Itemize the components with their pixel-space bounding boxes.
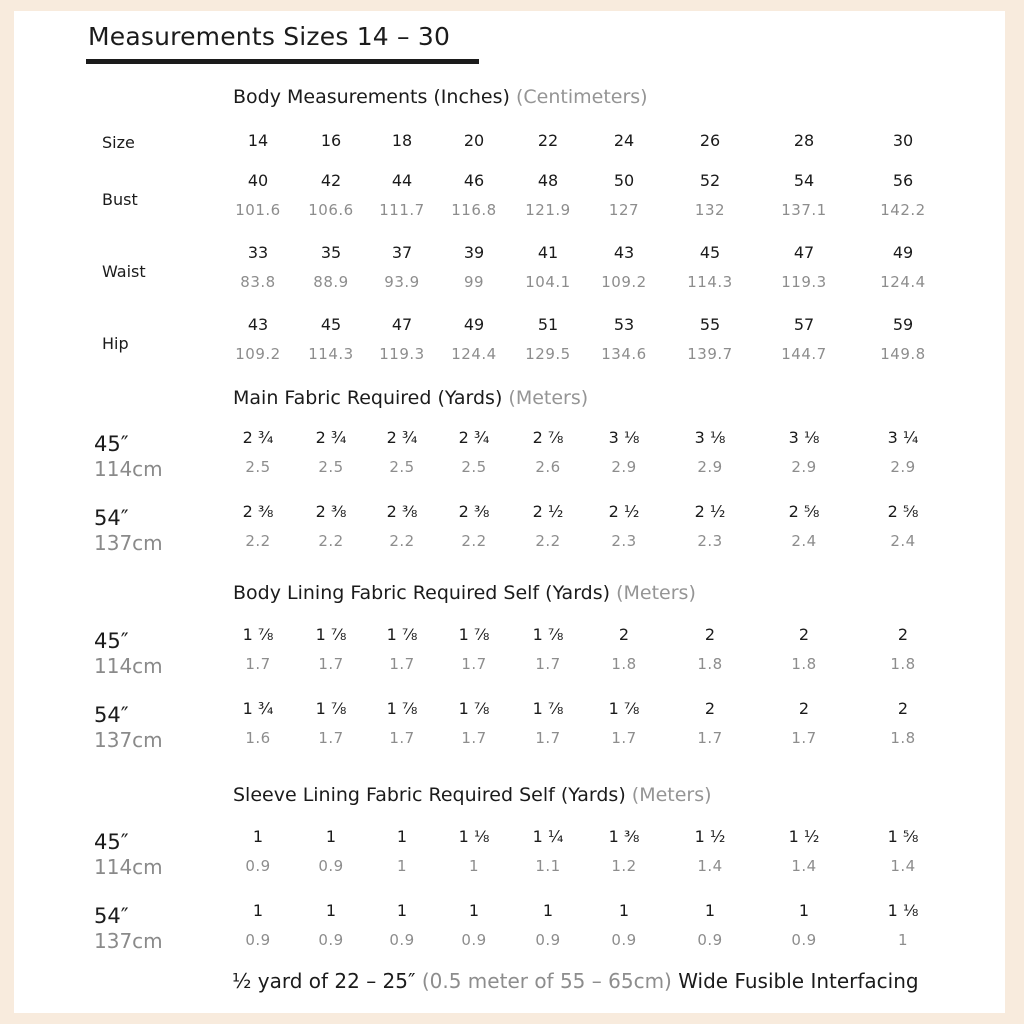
cm-value-cell: 93.9 bbox=[384, 273, 420, 291]
meter-value-cell: 1.7 bbox=[535, 655, 561, 673]
cm-value-cell: 132 bbox=[694, 201, 726, 219]
size-cell: 14 bbox=[247, 131, 269, 150]
yard-value-cell: 1 ⅞ bbox=[315, 699, 347, 718]
cm-value-cell: 121.9 bbox=[525, 201, 571, 219]
cm-value-cell: 104.1 bbox=[525, 273, 571, 291]
yard-value-cell: 2 ⅞ bbox=[532, 428, 564, 447]
cm-value-cell: 109.2 bbox=[235, 345, 281, 363]
inch-value-cell: 49 bbox=[463, 315, 485, 334]
yard-value-cell: 2 ⅜ bbox=[458, 502, 490, 521]
cm-value-cell: 137.1 bbox=[781, 201, 827, 219]
inch-value-cell: 35 bbox=[320, 243, 342, 262]
interfacing-description: Wide Fusible Interfacing bbox=[678, 969, 919, 993]
section-heading-alt: (Meters) bbox=[631, 784, 712, 806]
meter-value-cell: 2.2 bbox=[318, 532, 344, 550]
cm-value-cell: 129.5 bbox=[525, 345, 571, 363]
inch-value-cell: 45 bbox=[320, 315, 342, 334]
section-heading-text: Body Lining Fabric Required Self (Yards) bbox=[233, 582, 611, 604]
yard-value-cell: 2 ⅜ bbox=[315, 502, 347, 521]
waist-label: Waist bbox=[102, 262, 146, 281]
meter-value-cell: 2.4 bbox=[890, 532, 916, 550]
meter-value-cell: 1.7 bbox=[697, 729, 723, 747]
inch-value-cell: 59 bbox=[892, 315, 914, 334]
yard-value-cell: 2 ¾ bbox=[242, 428, 274, 447]
inch-value-cell: 45 bbox=[699, 243, 721, 262]
sleeve-lining-width-54 bbox=[94, 904, 163, 954]
yard-value-cell: 1 bbox=[798, 901, 810, 920]
section-heading-text: Sleeve Lining Fabric Required Self (Yards) bbox=[233, 784, 626, 806]
meter-value-cell: 1.4 bbox=[791, 857, 817, 875]
meter-value-cell: 2.2 bbox=[535, 532, 561, 550]
yard-value-cell: 1 ⅛ bbox=[458, 827, 490, 846]
yard-value-cell: 2 bbox=[897, 625, 909, 644]
yard-value-cell: 2 ⅜ bbox=[386, 502, 418, 521]
inch-value-cell: 55 bbox=[699, 315, 721, 334]
cm-value-cell: 119.3 bbox=[781, 273, 827, 291]
yard-value-cell: 1 bbox=[542, 901, 554, 920]
cm-value-cell: 109.2 bbox=[601, 273, 647, 291]
inch-value-cell: 43 bbox=[247, 315, 269, 334]
section-heading-text: Main Fabric Required (Yards) bbox=[233, 387, 503, 409]
yard-value-cell: 1 ¾ bbox=[242, 699, 274, 718]
meter-value-cell: 1.7 bbox=[389, 655, 415, 673]
bust-label: Bust bbox=[102, 190, 138, 209]
cm-value-cell: 127 bbox=[608, 201, 640, 219]
meter-value-cell: 1.7 bbox=[611, 729, 637, 747]
inch-value-cell: 42 bbox=[320, 171, 342, 190]
yard-value-cell: 2 ½ bbox=[694, 502, 726, 521]
inch-value-cell: 49 bbox=[892, 243, 914, 262]
yard-value-cell: 2 ⅝ bbox=[887, 502, 919, 521]
inch-value-cell: 54 bbox=[793, 171, 815, 190]
meter-value-cell: 1.8 bbox=[611, 655, 637, 673]
width-cm: 114cm bbox=[94, 654, 163, 678]
width-inches: 45″ bbox=[94, 830, 129, 854]
yard-value-cell: 2 bbox=[618, 625, 630, 644]
section-heading-alt: (Meters) bbox=[616, 582, 696, 604]
width-cm: 137cm bbox=[94, 531, 163, 555]
inch-value-cell: 37 bbox=[391, 243, 413, 262]
section-heading-alt: (Centimeters) bbox=[515, 86, 648, 108]
meter-value-cell: 0.9 bbox=[318, 857, 344, 875]
yard-value-cell: 1 bbox=[252, 901, 264, 920]
yard-value-cell: 2 bbox=[704, 625, 716, 644]
meter-value-cell: 1.7 bbox=[461, 655, 487, 673]
size-cell: 22 bbox=[537, 131, 559, 150]
interfacing-metric: (0.5 meter of 55 – 65cm) bbox=[421, 969, 672, 993]
hip-label: Hip bbox=[102, 334, 129, 353]
width-cm: 137cm bbox=[94, 728, 163, 752]
meter-value-cell: 0.9 bbox=[461, 931, 487, 949]
cm-value-cell: 88.9 bbox=[313, 273, 349, 291]
yard-value-cell: 1 ⅞ bbox=[532, 625, 564, 644]
size-cell: 28 bbox=[793, 131, 815, 150]
cm-value-cell: 114.3 bbox=[687, 273, 733, 291]
yard-value-cell: 1 ⅞ bbox=[242, 625, 274, 644]
width-cm: 137cm bbox=[94, 929, 163, 953]
inch-value-cell: 43 bbox=[613, 243, 635, 262]
meter-value-cell: 2.9 bbox=[697, 458, 723, 476]
inch-value-cell: 56 bbox=[892, 171, 914, 190]
cm-value-cell: 144.7 bbox=[781, 345, 827, 363]
meter-value-cell: 2.5 bbox=[245, 458, 271, 476]
main-fabric-width-54 bbox=[94, 506, 163, 556]
yard-value-cell: 2 ½ bbox=[532, 502, 564, 521]
cm-value-cell: 116.8 bbox=[451, 201, 497, 219]
meter-value-cell: 0.9 bbox=[611, 931, 637, 949]
meter-value-cell: 0.9 bbox=[389, 931, 415, 949]
width-inches: 45″ bbox=[94, 432, 129, 456]
meter-value-cell: 0.9 bbox=[791, 931, 817, 949]
yard-value-cell: 1 ½ bbox=[788, 827, 820, 846]
inch-value-cell: 41 bbox=[537, 243, 559, 262]
inch-value-cell: 57 bbox=[793, 315, 815, 334]
yard-value-cell: 1 bbox=[618, 901, 630, 920]
title-underline bbox=[86, 59, 479, 64]
yard-value-cell: 3 ⅛ bbox=[608, 428, 640, 447]
yard-value-cell: 2 bbox=[704, 699, 716, 718]
size-cell: 18 bbox=[391, 131, 413, 150]
inch-value-cell: 39 bbox=[463, 243, 485, 262]
width-inches: 54″ bbox=[94, 904, 129, 928]
size-cell: 26 bbox=[699, 131, 721, 150]
yard-value-cell: 2 bbox=[798, 625, 810, 644]
meter-value-cell: 2.2 bbox=[389, 532, 415, 550]
interfacing-note bbox=[232, 969, 919, 993]
yard-value-cell: 1 ⅞ bbox=[315, 625, 347, 644]
meter-value-cell: 1.7 bbox=[318, 729, 344, 747]
yard-value-cell: 2 bbox=[798, 699, 810, 718]
meter-value-cell: 1.6 bbox=[245, 729, 271, 747]
yard-value-cell: 3 ⅛ bbox=[788, 428, 820, 447]
meter-value-cell: 0.9 bbox=[535, 931, 561, 949]
cm-value-cell: 119.3 bbox=[379, 345, 425, 363]
meter-value-cell: 0.9 bbox=[245, 857, 271, 875]
meter-value-cell: 0.9 bbox=[697, 931, 723, 949]
meter-value-cell: 2.5 bbox=[389, 458, 415, 476]
section-heading-text: Body Measurements (Inches) bbox=[233, 86, 510, 108]
section-heading-alt: (Meters) bbox=[508, 387, 589, 409]
width-inches: 54″ bbox=[94, 506, 129, 530]
interfacing-amount: ½ yard of 22 – 25″ bbox=[232, 969, 416, 993]
width-inches: 45″ bbox=[94, 629, 129, 653]
meter-value-cell: 1.7 bbox=[318, 655, 344, 673]
yard-value-cell: 2 ⅜ bbox=[242, 502, 274, 521]
cm-value-cell: 134.6 bbox=[601, 345, 647, 363]
yard-value-cell: 2 ¾ bbox=[315, 428, 347, 447]
yard-value-cell: 1 ⅞ bbox=[386, 625, 418, 644]
meter-value-cell: 1 bbox=[468, 857, 480, 875]
width-cm: 114cm bbox=[94, 855, 163, 879]
inch-value-cell: 50 bbox=[613, 171, 635, 190]
meter-value-cell: 1 bbox=[396, 857, 408, 875]
yard-value-cell: 1 ⅞ bbox=[532, 699, 564, 718]
size-cell: 24 bbox=[613, 131, 635, 150]
meter-value-cell: 1.1 bbox=[535, 857, 561, 875]
yard-value-cell: 1 ⅞ bbox=[458, 699, 490, 718]
width-cm: 114cm bbox=[94, 457, 163, 481]
meter-value-cell: 2.9 bbox=[890, 458, 916, 476]
yard-value-cell: 2 ⅝ bbox=[788, 502, 820, 521]
meter-value-cell: 1.7 bbox=[791, 729, 817, 747]
yard-value-cell: 1 ½ bbox=[694, 827, 726, 846]
yard-value-cell: 3 ¼ bbox=[887, 428, 919, 447]
cm-value-cell: 124.4 bbox=[451, 345, 497, 363]
meter-value-cell: 1.7 bbox=[245, 655, 271, 673]
meter-value-cell: 1.8 bbox=[890, 655, 916, 673]
yard-value-cell: 1 ¼ bbox=[532, 827, 564, 846]
inch-value-cell: 33 bbox=[247, 243, 269, 262]
yard-value-cell: 2 ¾ bbox=[458, 428, 490, 447]
meter-value-cell: 2.4 bbox=[791, 532, 817, 550]
yard-value-cell: 1 bbox=[396, 901, 408, 920]
cm-value-cell: 124.4 bbox=[880, 273, 926, 291]
meter-value-cell: 1.8 bbox=[791, 655, 817, 673]
body-lining-width-45 bbox=[94, 629, 163, 679]
size-cell: 16 bbox=[320, 131, 342, 150]
inch-value-cell: 48 bbox=[537, 171, 559, 190]
yard-value-cell: 1 ⅜ bbox=[608, 827, 640, 846]
yard-value-cell: 1 ⅝ bbox=[887, 827, 919, 846]
body-measurements-heading bbox=[233, 86, 648, 108]
yard-value-cell: 3 ⅛ bbox=[694, 428, 726, 447]
yard-value-cell: 1 bbox=[396, 827, 408, 846]
meter-value-cell: 2.5 bbox=[318, 458, 344, 476]
meter-value-cell: 1.4 bbox=[697, 857, 723, 875]
size-cell: 20 bbox=[463, 131, 485, 150]
meter-value-cell: 2.2 bbox=[245, 532, 271, 550]
width-inches: 54″ bbox=[94, 703, 129, 727]
meter-value-cell: 2.6 bbox=[535, 458, 561, 476]
meter-value-cell: 2.3 bbox=[697, 532, 723, 550]
cm-value-cell: 149.8 bbox=[880, 345, 926, 363]
main-fabric-heading bbox=[233, 387, 588, 409]
yard-value-cell: 1 bbox=[325, 901, 337, 920]
yard-value-cell: 2 ¾ bbox=[386, 428, 418, 447]
meter-value-cell: 2.9 bbox=[611, 458, 637, 476]
meter-value-cell: 1.2 bbox=[611, 857, 637, 875]
size-row-label: Size bbox=[102, 133, 135, 152]
cm-value-cell: 139.7 bbox=[687, 345, 733, 363]
sleeve-lining-heading bbox=[233, 784, 712, 806]
yard-value-cell: 1 bbox=[468, 901, 480, 920]
cm-value-cell: 101.6 bbox=[235, 201, 281, 219]
cm-value-cell: 142.2 bbox=[880, 201, 926, 219]
cm-value-cell: 83.8 bbox=[240, 273, 276, 291]
yard-value-cell: 1 bbox=[325, 827, 337, 846]
yard-value-cell: 2 ½ bbox=[608, 502, 640, 521]
yard-value-cell: 1 bbox=[252, 827, 264, 846]
inch-value-cell: 47 bbox=[391, 315, 413, 334]
cm-value-cell: 99 bbox=[463, 273, 485, 291]
cm-value-cell: 114.3 bbox=[308, 345, 354, 363]
meter-value-cell: 1.8 bbox=[697, 655, 723, 673]
yard-value-cell: 1 ⅞ bbox=[386, 699, 418, 718]
inch-value-cell: 47 bbox=[793, 243, 815, 262]
sleeve-lining-width-45 bbox=[94, 830, 163, 880]
yard-value-cell: 1 bbox=[704, 901, 716, 920]
cm-value-cell: 106.6 bbox=[308, 201, 354, 219]
meter-value-cell: 2.3 bbox=[611, 532, 637, 550]
meter-value-cell: 1.7 bbox=[389, 729, 415, 747]
meter-value-cell: 2.2 bbox=[461, 532, 487, 550]
inch-value-cell: 40 bbox=[247, 171, 269, 190]
inch-value-cell: 52 bbox=[699, 171, 721, 190]
meter-value-cell: 1.4 bbox=[890, 857, 916, 875]
yard-value-cell: 2 bbox=[897, 699, 909, 718]
meter-value-cell: 1.7 bbox=[535, 729, 561, 747]
meter-value-cell: 1.7 bbox=[461, 729, 487, 747]
size-cell: 30 bbox=[892, 131, 914, 150]
yard-value-cell: 1 ⅞ bbox=[608, 699, 640, 718]
meter-value-cell: 0.9 bbox=[318, 931, 344, 949]
yard-value-cell: 1 ⅛ bbox=[887, 901, 919, 920]
meter-value-cell: 1 bbox=[897, 931, 909, 949]
body-lining-width-54 bbox=[94, 703, 163, 753]
main-fabric-width-45 bbox=[94, 432, 163, 482]
cm-value-cell: 111.7 bbox=[379, 201, 425, 219]
yard-value-cell: 1 ⅞ bbox=[458, 625, 490, 644]
inch-value-cell: 44 bbox=[391, 171, 413, 190]
page-title: Measurements Sizes 14 – 30 bbox=[88, 22, 451, 51]
inch-value-cell: 46 bbox=[463, 171, 485, 190]
inch-value-cell: 53 bbox=[613, 315, 635, 334]
meter-value-cell: 1.8 bbox=[890, 729, 916, 747]
body-lining-heading bbox=[233, 582, 696, 604]
meter-value-cell: 0.9 bbox=[245, 931, 271, 949]
meter-value-cell: 2.9 bbox=[791, 458, 817, 476]
meter-value-cell: 2.5 bbox=[461, 458, 487, 476]
inch-value-cell: 51 bbox=[537, 315, 559, 334]
